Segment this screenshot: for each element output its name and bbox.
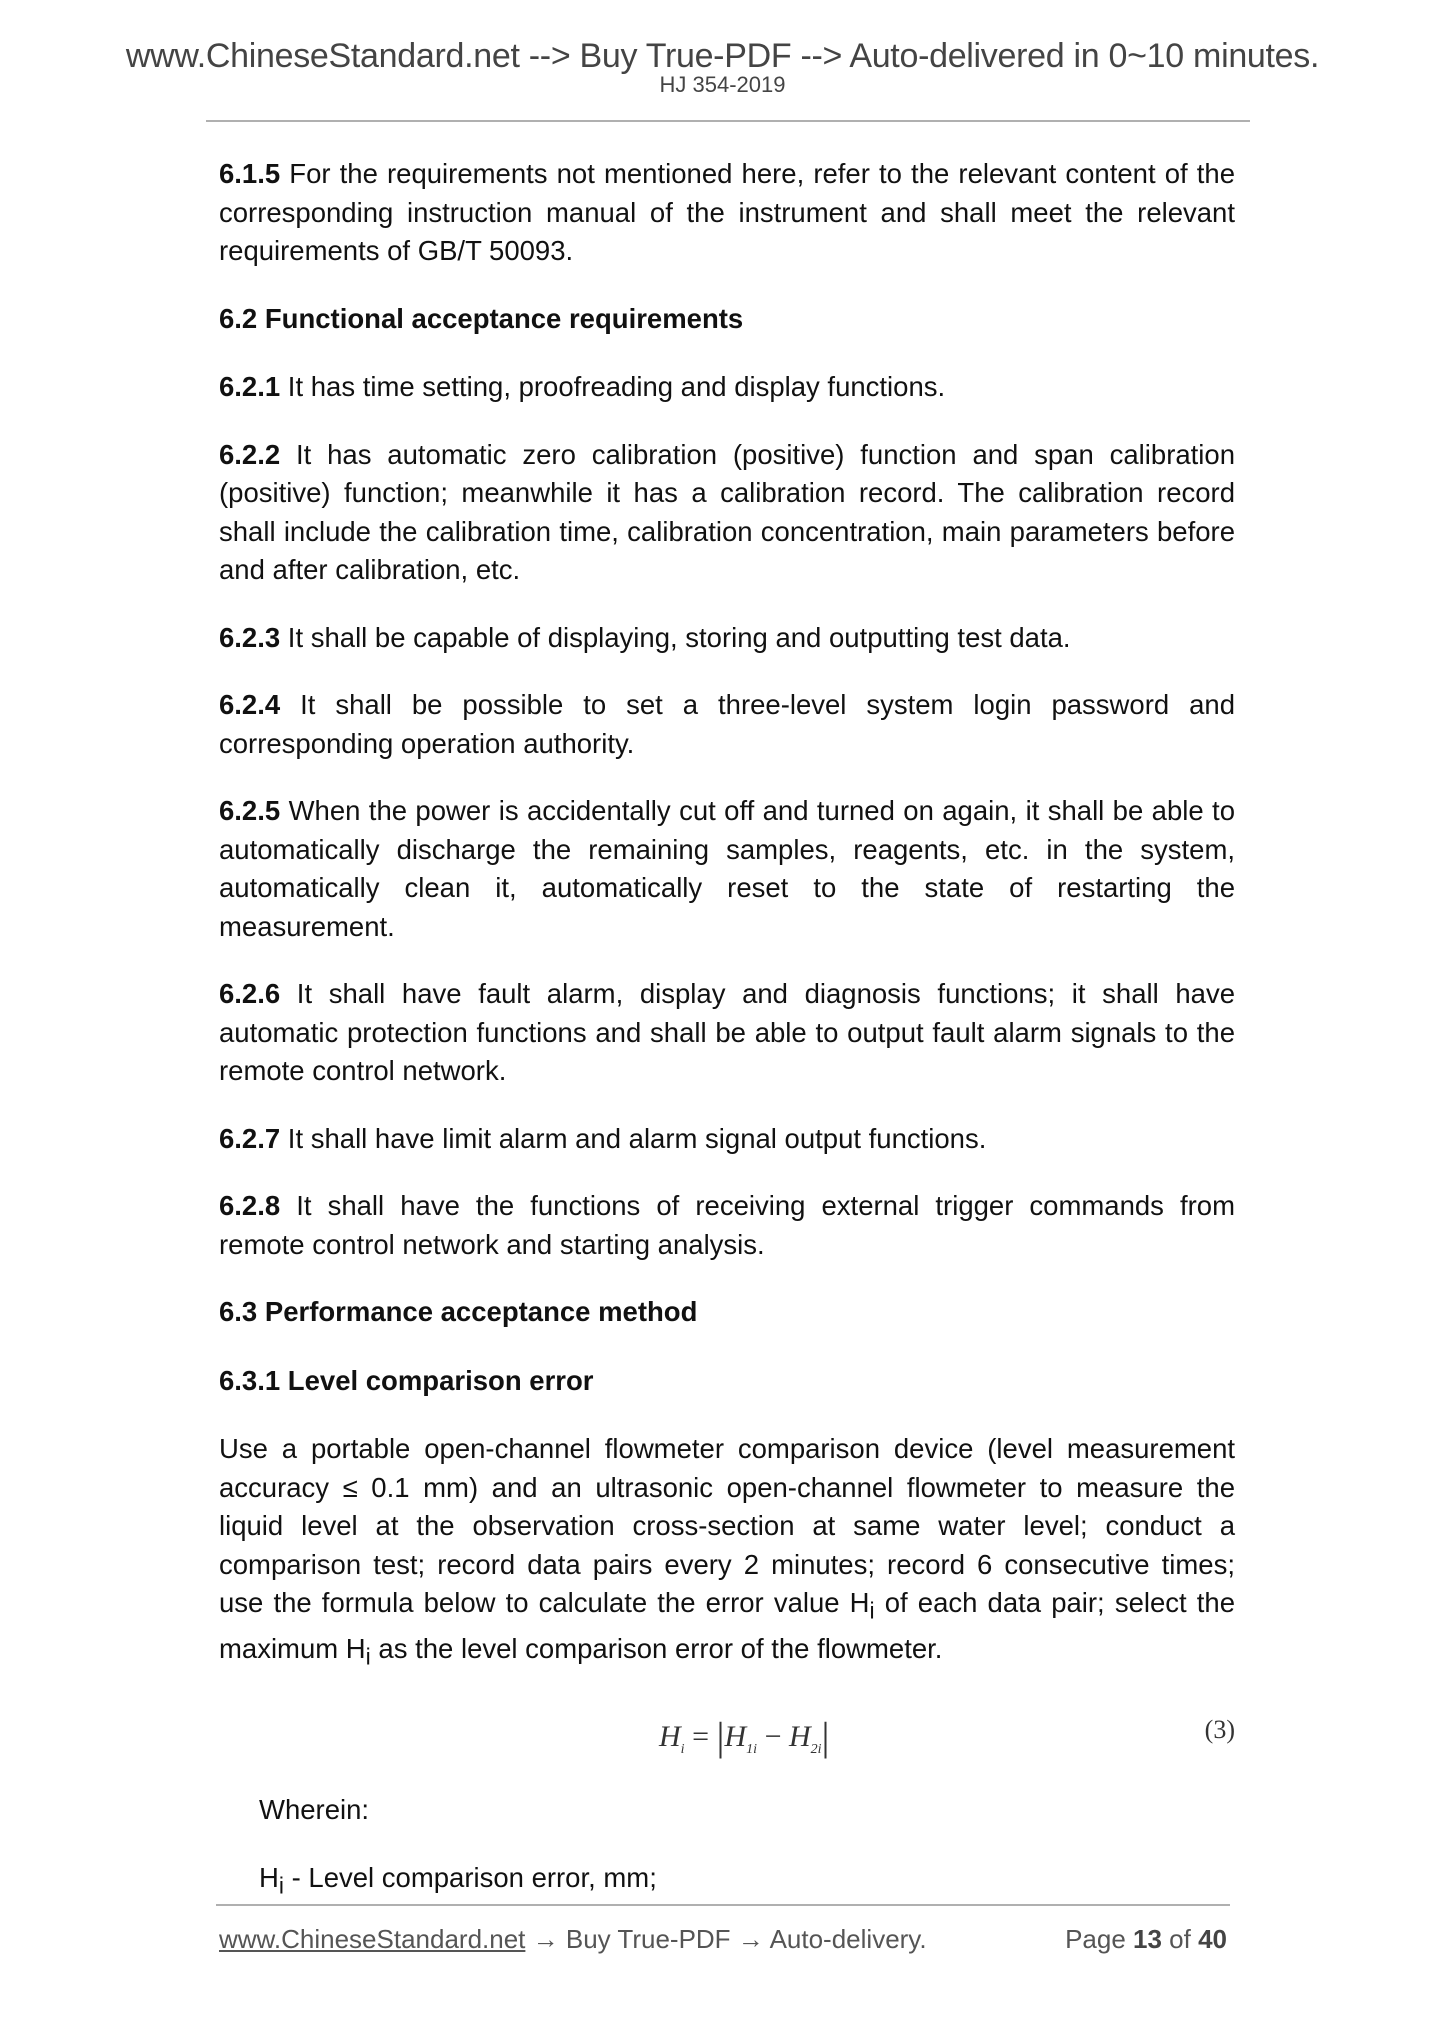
clause-text: It shall be capable of displaying, storing and outputting test data.: [280, 621, 1071, 653]
footer: [219, 1922, 1227, 1956]
footer-tagline: → Buy True-PDF → Auto-delivery.: [525, 1924, 927, 1954]
current-page: 13: [1133, 1924, 1162, 1954]
clause-6-3-1-body: Use a portable open-channel flowmeter comparison device (level measurement accuracy ≤ 0.1 mm) and an ultrasonic open-channel flowmeter to measure the liquid level at the observation cross-section at same water level; conduct a comparison test; record data pairs every 2 minutes; record 6 consecutive times; use the formula below to calculate the error value $H_i$ of each data pair; select the maximum $H_i$ as the level comparison error of the flowmeter.: [219, 1433, 1235, 1670]
header-divider: [206, 120, 1250, 122]
clause-6-2-3: [219, 619, 1235, 658]
footer-site-link[interactable]: www.ChineseStandard.net: [219, 1924, 526, 1954]
clause-text: For the requirements not mentioned here, refer to the relevant content of the corresponding instruction manual of the instrument and shall meet the relevant requirements of GB/T 50093.: [219, 158, 1235, 266]
clause-6-2-6: [219, 975, 1235, 1091]
clause-text: When the power is accidentally cut off and turned on again, it shall be able to automatically discharge the remaining samples, reagents, etc. in the system, automatically clean it, automatically reset to the state of restarting the measurement.: [219, 795, 1235, 942]
clause-number: 6.2.4: [219, 689, 281, 720]
section-heading-6-2: 6.2 Functional acceptance requirements: [219, 302, 744, 334]
clause-text: It shall be possible to set a three-level system login password and corresponding operation authority.: [219, 689, 1235, 759]
clause-6-2-8: [219, 1187, 1235, 1264]
clause-text: It has automatic zero calibration (positive) function and span calibration (positive) function; meanwhile it has a calibration record. The calibration record shall include the calibration time, calibration concentration, main parameters before and after calibration, etc.: [219, 438, 1235, 585]
clause-number: 6.2.1: [219, 371, 281, 402]
section-heading-6-3: 6.3 Performance acceptance method: [219, 1296, 698, 1327]
clause-number: 6.2.7: [219, 1122, 281, 1154]
clause-text: It shall have limit alarm and alarm signal output functions.: [280, 1122, 987, 1154]
total-pages: 40: [1198, 1924, 1227, 1954]
clause-number: 6.2.6: [219, 978, 281, 1009]
definition-hi: $H_i$ - Level comparison error, mm;: [259, 1861, 657, 1898]
footer-divider: [216, 1904, 1230, 1906]
clause-text: It shall have fault alarm, display and diagnosis functions; it shall have automatic protection functions and shall be able to output fault alarm signals to the remote control network.: [219, 978, 1235, 1086]
clause-number: 6.1.5: [219, 158, 281, 189]
clause-6-2-5: [219, 792, 1235, 946]
clause-number: 6.2.5: [219, 795, 281, 826]
clause-text: It has time setting, proofreading and display functions.: [280, 371, 946, 402]
clause-number: 6.2.2: [219, 438, 281, 470]
clause-6-2-7: [219, 1120, 1235, 1159]
page-indicator: Page 13 of 40: [1065, 1924, 1227, 1954]
clause-number: 6.2.3: [219, 621, 281, 653]
wherein-label: Wherein:: [259, 1794, 370, 1825]
clause-6-1-5: [219, 155, 1235, 271]
clause-6-2-2: [219, 436, 1235, 590]
clause-6-2-4: [219, 686, 1235, 763]
clause-6-2-1: [219, 368, 1235, 407]
clause-number: 6.2.8: [219, 1190, 281, 1221]
section-heading-6-3-1: 6.3.1 Level comparison error: [219, 1364, 594, 1396]
document-body: [219, 155, 1235, 1934]
formula-expression: $H_i = |H_{1i} - H_{2i}|$: [659, 1714, 830, 1759]
header-banner: www.ChineseStandard.net --> Buy True-PDF --> Auto-delivered in 0~10 minutes.: [125, 37, 1320, 75]
formula-3: [219, 1705, 1235, 1765]
formula-number: (3): [1204, 1715, 1235, 1744]
document-id: HJ 354-2019: [659, 72, 786, 97]
clause-text: It shall have the functions of receiving external trigger commands from remote control network and starting analysis.: [219, 1190, 1235, 1260]
